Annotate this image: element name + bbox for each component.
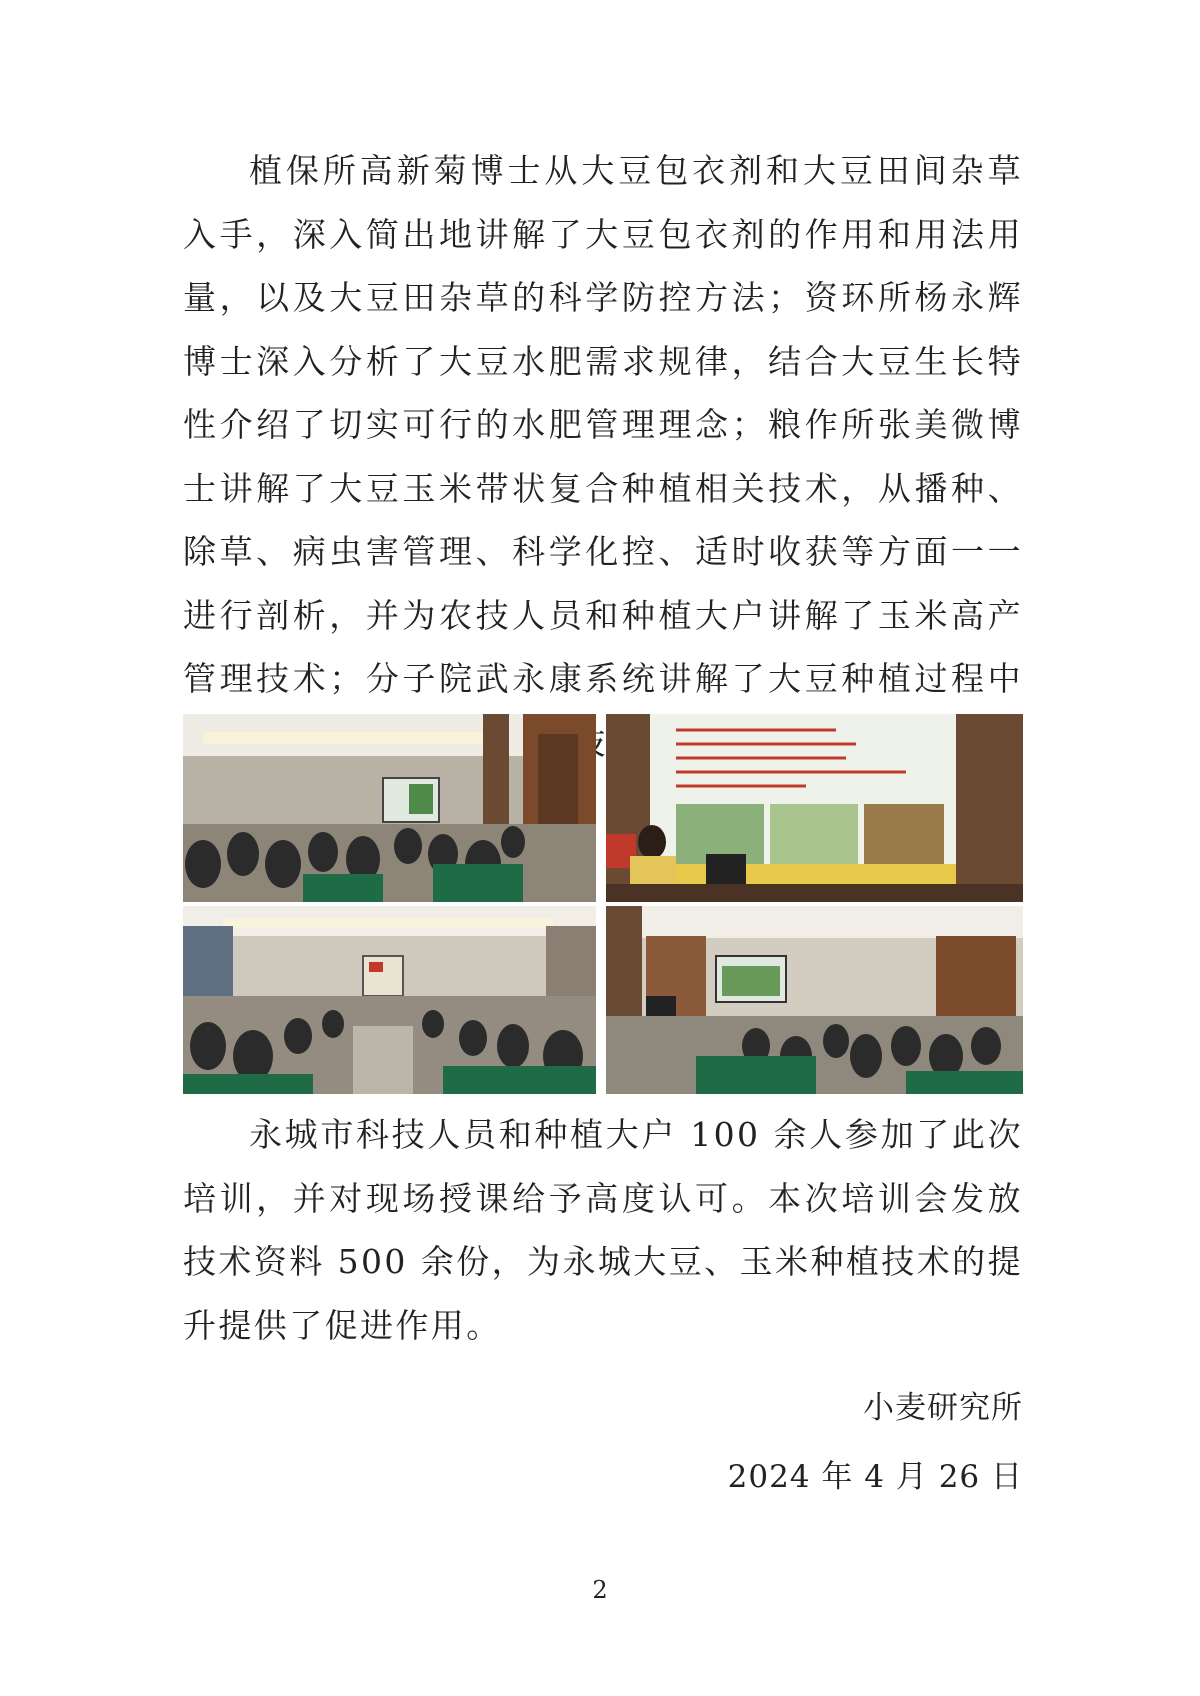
training-photo-hall xyxy=(183,906,596,1094)
training-photo-side-view xyxy=(606,906,1023,1094)
body-paragraph-1: 植保所高新菊博士从大豆包衣剂和大豆田间杂草入手，深入简出地讲解了大豆包衣剂的作用和用法用量，以及大豆田杂草的科学防控方法；资环所杨永辉博士深入分析了大豆水肥需求规律，结合大豆生长特性介绍了切实可行的水肥管理理念；粮作所张美微博士讲解了大豆玉米带状复合种植相关技术，从播种、除草、病虫害管理、科学化控、适时收获等方面一一进行剖析，并为农技人员和种植大户讲解了玉米高产管理技术；分子院武永康系统讲解了大豆种植过程中 xyxy=(183,151,1023,698)
signature-organization: 小麦研究所 xyxy=(863,1390,1023,1426)
signature-date: 2024 年 4 月 26 日 xyxy=(727,1459,1023,1495)
photo-collage xyxy=(183,714,1023,1094)
body-paragraph-2: 永城市科技人员和种植大户 100 余人参加了此次培训，并对现场授课给予高度认可。本次培训会发放技术资料 500 余份，为永城大豆、玉米种植技术的提升提供了促进作用。 xyxy=(183,1115,1023,1345)
page-number: 2 xyxy=(592,1576,608,1604)
training-photo-speaker xyxy=(606,714,1023,902)
training-photo-audience-left xyxy=(183,714,596,902)
